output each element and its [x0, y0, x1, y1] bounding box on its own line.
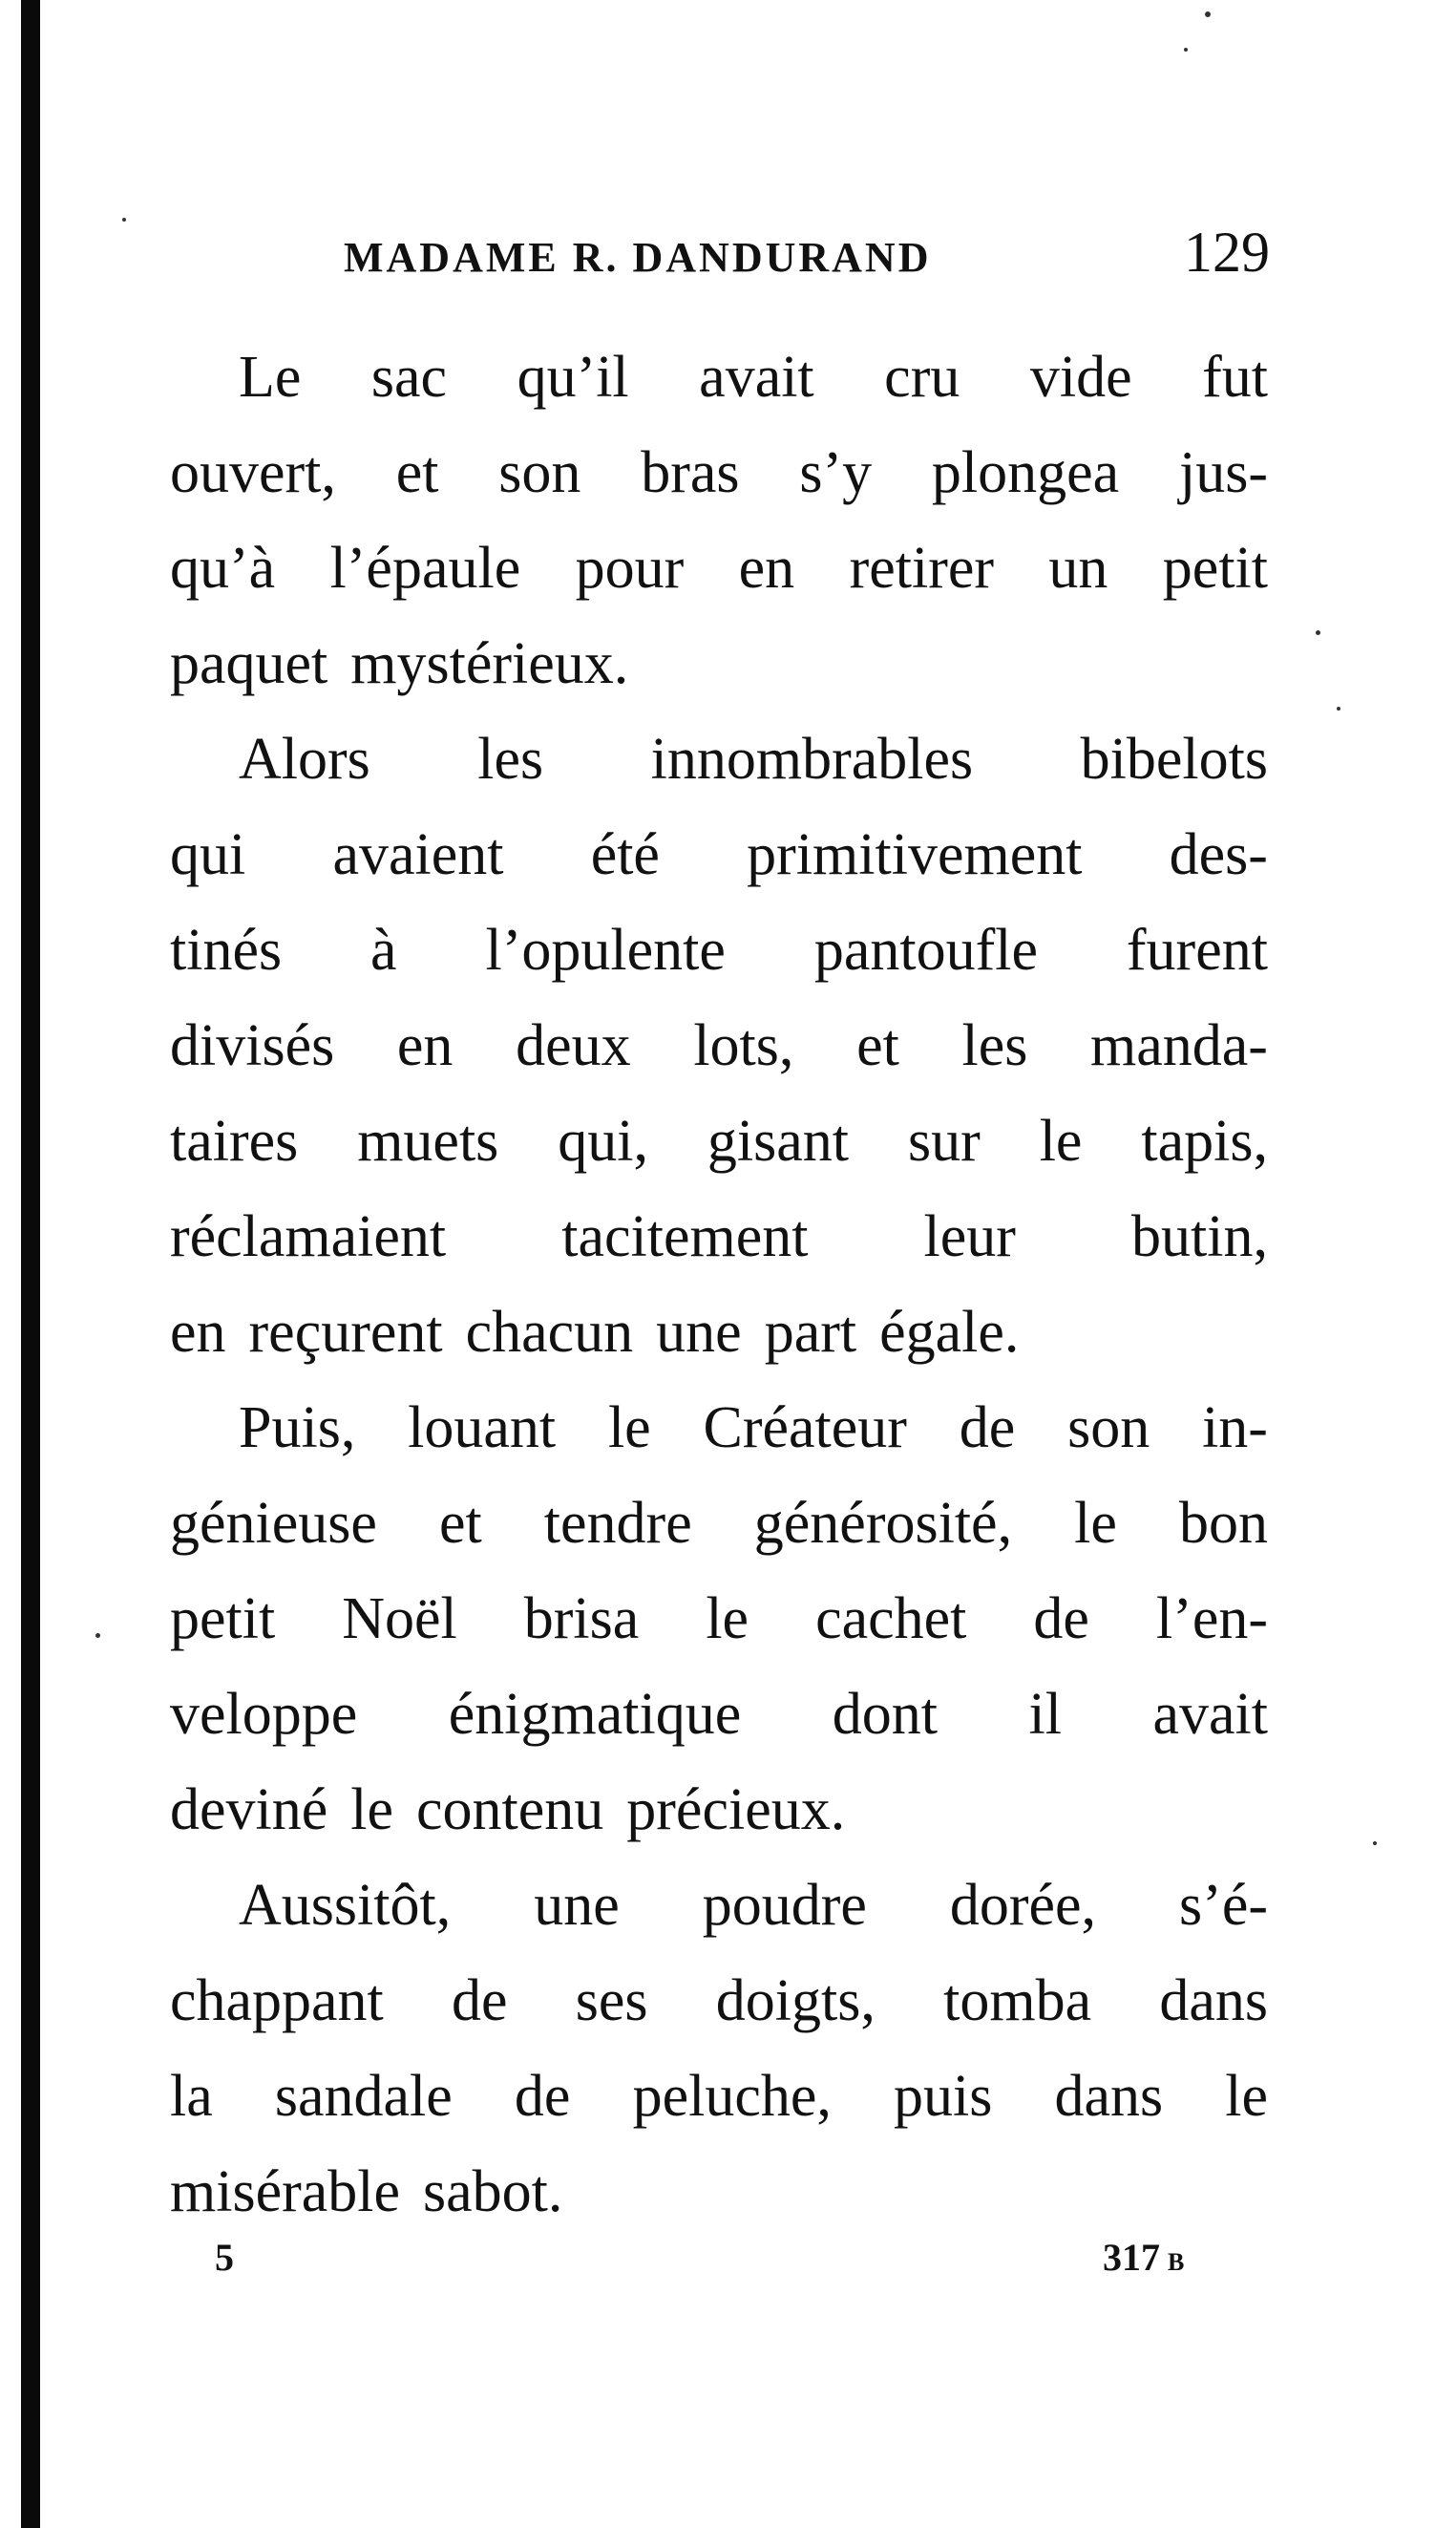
- word: doigts,: [715, 1968, 876, 2033]
- text-line: [170, 2144, 1268, 2240]
- word: muets: [357, 1109, 499, 1174]
- text-line: [170, 1762, 1268, 1858]
- word: fut: [1202, 345, 1268, 410]
- word: deviné: [170, 1777, 328, 1842]
- text-line: [170, 520, 1268, 616]
- word: primitivement: [747, 822, 1083, 887]
- word: Puis,: [239, 1395, 356, 1460]
- text-line: [170, 2049, 1268, 2144]
- word: tinés: [170, 918, 283, 983]
- word: et: [438, 1491, 482, 1556]
- text-line: [170, 1667, 1268, 1762]
- scan-speck: [95, 1633, 100, 1638]
- word: de: [1033, 1586, 1089, 1651]
- word: sac: [370, 345, 448, 410]
- text-line: [170, 1858, 1268, 1953]
- word: reçurent: [248, 1300, 443, 1365]
- word: tomba: [943, 1968, 1092, 2033]
- word: dorée,: [949, 1873, 1097, 1938]
- word: paquet: [170, 631, 328, 696]
- word: cachet: [815, 1586, 967, 1651]
- word: qui,: [558, 1109, 648, 1174]
- text-line: [170, 1571, 1268, 1667]
- word: furent: [1126, 918, 1268, 983]
- word: avait: [699, 345, 814, 410]
- word: tendre: [543, 1491, 692, 1556]
- word: Alors: [239, 727, 370, 792]
- word: dont: [832, 1682, 938, 1747]
- word: manda-: [1090, 1013, 1268, 1078]
- paragraph: [170, 1858, 1268, 2240]
- word: sur: [907, 1109, 981, 1174]
- word: divisés: [170, 1013, 335, 1078]
- word: en: [170, 1300, 226, 1365]
- word: le: [350, 1777, 394, 1842]
- word: génieuse: [170, 1491, 377, 1556]
- word: réclamaient: [170, 1204, 447, 1269]
- text-line: [170, 1380, 1268, 1476]
- text-line: [170, 1094, 1268, 1189]
- word: avait: [1152, 1682, 1268, 1747]
- text-line: [170, 807, 1268, 903]
- word: les: [961, 1013, 1028, 1078]
- word: chappant: [170, 1968, 384, 2033]
- word: de: [514, 2064, 571, 2129]
- running-head: [344, 220, 1270, 296]
- text-line: [170, 329, 1268, 425]
- word: le: [1039, 1109, 1083, 1174]
- word: brisa: [523, 1586, 640, 1651]
- word: son: [498, 440, 581, 505]
- signature-mark-right: [1103, 2235, 1184, 2280]
- word: à: [370, 918, 397, 983]
- text-line: [170, 998, 1268, 1094]
- word: le: [1225, 2064, 1268, 2129]
- word: les: [477, 727, 544, 792]
- word: l’en-: [1155, 1586, 1268, 1651]
- text-line: [170, 1953, 1268, 2049]
- word: ses: [575, 1968, 648, 2033]
- word: Créateur: [703, 1395, 907, 1460]
- text-line: [170, 425, 1268, 520]
- paragraph: [170, 329, 1268, 712]
- word: s’é-: [1179, 1873, 1268, 1938]
- word: louant: [408, 1395, 557, 1460]
- word: une: [534, 1873, 620, 1938]
- word: l’opulente: [485, 918, 726, 983]
- word: et: [395, 440, 439, 505]
- word: la: [170, 2064, 213, 2129]
- word: avaient: [332, 822, 504, 887]
- word: dans: [1054, 2064, 1164, 2129]
- word: précieux.: [626, 1777, 846, 1842]
- text-line: [170, 903, 1268, 998]
- signature-letter: B: [1168, 2248, 1185, 2276]
- word: in-: [1202, 1395, 1268, 1460]
- word: deux: [516, 1013, 631, 1078]
- word: l’épaule: [329, 536, 521, 601]
- text-line: [170, 1476, 1268, 1571]
- word: tacitement: [561, 1204, 809, 1269]
- word: contenu: [416, 1777, 604, 1842]
- word: le: [607, 1395, 651, 1460]
- word: innombrables: [650, 727, 974, 792]
- signature-mark-left: 5: [215, 2236, 234, 2279]
- scan-speck: [122, 218, 126, 222]
- word: plongea: [931, 440, 1120, 505]
- word: mystérieux.: [350, 631, 629, 696]
- word: une: [656, 1300, 742, 1365]
- word: de: [959, 1395, 1016, 1460]
- word: petit: [1162, 536, 1268, 601]
- word: Le: [239, 345, 302, 410]
- word: il: [1028, 1682, 1062, 1747]
- word: butin,: [1131, 1204, 1268, 1269]
- word: qu’il: [517, 345, 629, 410]
- word: le: [1074, 1491, 1117, 1556]
- word: énigmatique: [448, 1682, 742, 1747]
- word: Aussitôt,: [239, 1873, 452, 1938]
- running-title: MADAME R. DANDURAND: [344, 234, 932, 281]
- word: poudre: [702, 1873, 867, 1938]
- word: misérable: [170, 2159, 401, 2224]
- word: en: [738, 536, 795, 601]
- word: le: [706, 1586, 749, 1651]
- word: et: [856, 1013, 899, 1078]
- word: tapis,: [1141, 1109, 1268, 1174]
- word: sandale: [274, 2064, 453, 2129]
- word: sabot.: [423, 2159, 563, 2224]
- scan-speck: [1316, 630, 1320, 635]
- word: un: [1048, 536, 1108, 601]
- word: bon: [1178, 1491, 1268, 1556]
- word: en: [396, 1013, 454, 1078]
- binding-edge: [21, 0, 40, 2528]
- word: jus-: [1179, 440, 1268, 505]
- word: s’y: [799, 440, 873, 505]
- paragraph: [170, 1380, 1268, 1858]
- word: leur: [923, 1204, 1016, 1269]
- word: pour: [575, 536, 685, 601]
- text-line: [170, 1285, 1268, 1380]
- page-number: 129: [1184, 221, 1270, 284]
- scan-speck: [1205, 11, 1211, 17]
- word: veloppe: [170, 1682, 358, 1747]
- word: qu’à: [170, 536, 276, 601]
- word: dans: [1159, 1968, 1268, 2033]
- word: ouvert,: [170, 440, 336, 505]
- word: de: [452, 1968, 508, 2033]
- text-line: [170, 712, 1268, 807]
- scan-speck: [1184, 48, 1188, 52]
- word: égale.: [879, 1300, 1020, 1365]
- word: chacun: [465, 1300, 634, 1365]
- word: des-: [1169, 822, 1268, 887]
- word: été: [590, 822, 660, 887]
- word: bras: [641, 440, 740, 505]
- word: puis: [893, 2064, 993, 2129]
- word: bibelots: [1080, 727, 1268, 792]
- word: peluche,: [632, 2064, 832, 2129]
- text-line: [170, 1189, 1268, 1285]
- word: taires: [170, 1109, 299, 1174]
- body-text: [170, 329, 1268, 2240]
- word: Noël: [342, 1586, 457, 1651]
- word: retirer: [849, 536, 995, 601]
- word: son: [1067, 1395, 1150, 1460]
- word: générosité,: [753, 1491, 1013, 1556]
- paragraph: [170, 712, 1268, 1380]
- word: petit: [170, 1586, 276, 1651]
- word: pantoufle: [813, 918, 1038, 983]
- signature-number: 317: [1103, 2236, 1160, 2279]
- word: vide: [1029, 345, 1132, 410]
- word: lots,: [693, 1013, 794, 1078]
- text-line: [170, 616, 1268, 712]
- word: qui: [170, 822, 246, 887]
- scan-speck: [1337, 707, 1340, 711]
- word: gisant: [707, 1109, 850, 1174]
- word: cru: [884, 345, 960, 410]
- word: part: [764, 1300, 857, 1365]
- scan-speck: [1373, 1841, 1377, 1845]
